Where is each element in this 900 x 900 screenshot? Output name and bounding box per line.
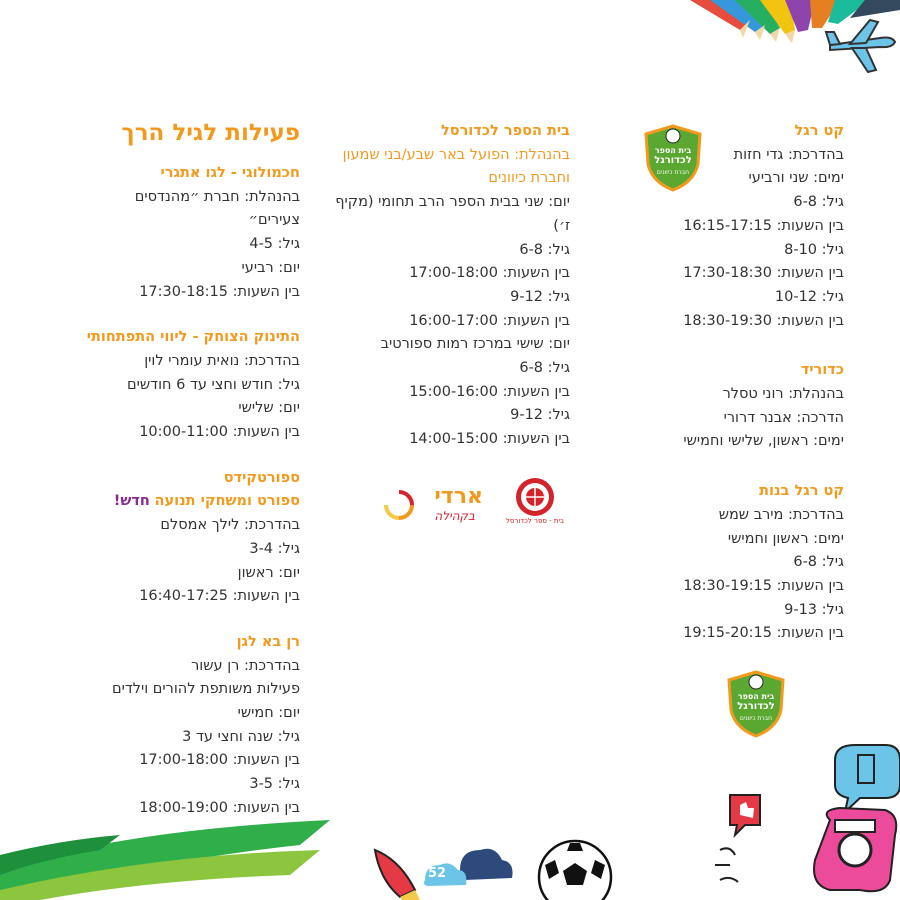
basketball-school-logo <box>505 475 565 535</box>
info-line: בין השעות: 18:30-19:15 <box>683 577 844 594</box>
section-title: קט רגל <box>794 123 844 139</box>
section-kat-regel-girls <box>609 480 844 646</box>
football-school-logo <box>642 124 704 192</box>
ardi-logo <box>383 485 483 530</box>
info-line: בהנהלת: רוני טסלר <box>722 386 844 403</box>
basketball-icon <box>505 475 565 520</box>
info-line: גיל: 9-12 <box>510 407 570 424</box>
info-line: בהדרכת: נואית עומרי לוין <box>144 352 300 369</box>
football-school-logo-bottom <box>725 670 787 738</box>
subtitle-text: ספורט ומשחקי תנועה <box>154 493 300 510</box>
info-line: גיל: 3-4 <box>249 540 300 557</box>
info-line: בהדרכת: גדי חזות <box>733 146 844 163</box>
section-ran-ba-lagan <box>50 631 300 821</box>
info-line: בין השעות: 17:00-18:00 <box>139 752 300 769</box>
info-line: בין השעות: 16:40-17:25 <box>139 588 300 605</box>
logo-text: בית - ספר לכדורסל <box>505 517 565 525</box>
section-subtitle <box>50 490 300 514</box>
info-line: יום: רביעי <box>241 259 300 276</box>
info-line: גיל: 9-12 <box>510 288 570 305</box>
info-line: בין השעות: 17:30-18:30 <box>683 265 844 282</box>
info-line: יום: שישי במרכז רמות ספורטיב <box>380 336 570 353</box>
info-line: יום: חמישי <box>237 705 300 722</box>
info-line: גיל: 6-8 <box>793 194 844 211</box>
logo-text: בית הספר <box>654 146 692 155</box>
page-title: פעילות לגיל הרך <box>121 120 300 146</box>
logo-text: ארדי <box>434 484 483 509</box>
info-line: גיל: חודש וחצי עד 6 חודשים <box>127 376 300 393</box>
info-line: יום: ראשון <box>237 564 300 581</box>
info-line: ימים: ראשון וחמישי <box>727 530 844 547</box>
section-title: התינוק הצוחק - ליווי התפתחותי <box>86 329 300 346</box>
info-line: בהדרכת: רן עשור <box>191 657 300 674</box>
airplane-icon <box>820 10 900 80</box>
info-line: בין השעות: 18:30-19:30 <box>683 312 844 329</box>
section-hachmologi <box>50 162 300 304</box>
soccer-ball-icon <box>535 835 615 900</box>
logo-text: בקהילה <box>434 509 475 523</box>
logo-text: לכדורגל <box>737 701 775 712</box>
social-media-doodles <box>710 740 900 900</box>
section-subtitle: בהנהלת: הפועל באר שבע/בני שמעון וחברת כיוונים <box>342 146 570 187</box>
section-title: בית הספר לכדורסל <box>440 123 570 139</box>
info-line: ימים: שני ורביעי <box>748 170 844 187</box>
info-line: בהדרכת: לילך אמסלם <box>160 517 300 534</box>
info-line: בין השעות: 16:15-17:15 <box>683 217 844 234</box>
new-badge: חדש! <box>113 493 150 510</box>
section-sportkids <box>50 467 300 609</box>
logo-text: בית הספר <box>737 692 775 701</box>
info-line: גיל: 10-12 <box>774 288 844 305</box>
section-title: כדוריד <box>800 362 844 379</box>
info-line: בין השעות: 17:30-18:15 <box>139 283 300 300</box>
info-line: בין השעות: 19:15-20:15 <box>683 625 844 642</box>
info-line: בהנהלת: חברת ״מהנדסים צעירים״ <box>134 188 300 229</box>
info-line: גיל: 6-8 <box>793 554 844 571</box>
info-line: גיל: 6-8 <box>519 360 570 377</box>
info-line: בהדרכת: מירב שמש <box>718 506 844 523</box>
info-line: בין השעות: 17:00-18:00 <box>409 265 570 282</box>
page-number: 52 <box>428 866 447 881</box>
logo-text: חברת כיוונים <box>656 169 690 176</box>
section-title: ספורטקידס <box>223 469 300 486</box>
info-line: ימים: ראשון, שלישי וחמישי <box>683 433 844 450</box>
section-basketball <box>330 120 570 452</box>
info-line: גיל: 8-10 <box>784 241 844 258</box>
info-line: בין השעות: 16:00-17:00 <box>409 312 570 329</box>
ardi-swirl-icon <box>383 489 415 521</box>
info-line: יום: שני בבית הספר הרב תחומי (מקיף ז׳) <box>335 194 570 234</box>
info-line: בין השעות: 10:00-11:00 <box>139 424 300 441</box>
section-title: רן בא לגן <box>236 633 300 650</box>
left-column <box>50 110 300 843</box>
info-line: יום: שלישי <box>238 400 300 417</box>
info-line: גיל: 4-5 <box>249 236 300 253</box>
info-line: גיל: שנה וחצי עד 3 <box>182 728 300 745</box>
info-line: בין השעות: 15:00-16:00 <box>409 383 570 400</box>
section-laughing-baby <box>50 326 300 445</box>
info-line: גיל: 9-13 <box>784 601 844 618</box>
info-line: הדרכה: אבנר דרורי <box>723 409 844 426</box>
info-line: גיל: 3-5 <box>249 776 300 793</box>
info-line: בין השעות: 14:00-15:00 <box>409 431 570 448</box>
section-kadurid <box>609 359 844 454</box>
info-line: גיל: 6-8 <box>519 241 570 258</box>
info-line: פעילות משותפת להורים וילדים <box>111 681 300 698</box>
section-title: חכמולוגי - לגו אתגרי <box>160 165 300 181</box>
right-column <box>609 110 844 668</box>
middle-column <box>330 110 570 474</box>
logo-text: חברת כיוונים <box>739 715 773 722</box>
logo-text: לכדורגל <box>654 155 692 166</box>
info-line: בין השעות: 18:00-19:00 <box>139 799 300 816</box>
section-title: קט רגל בנות <box>759 483 844 500</box>
